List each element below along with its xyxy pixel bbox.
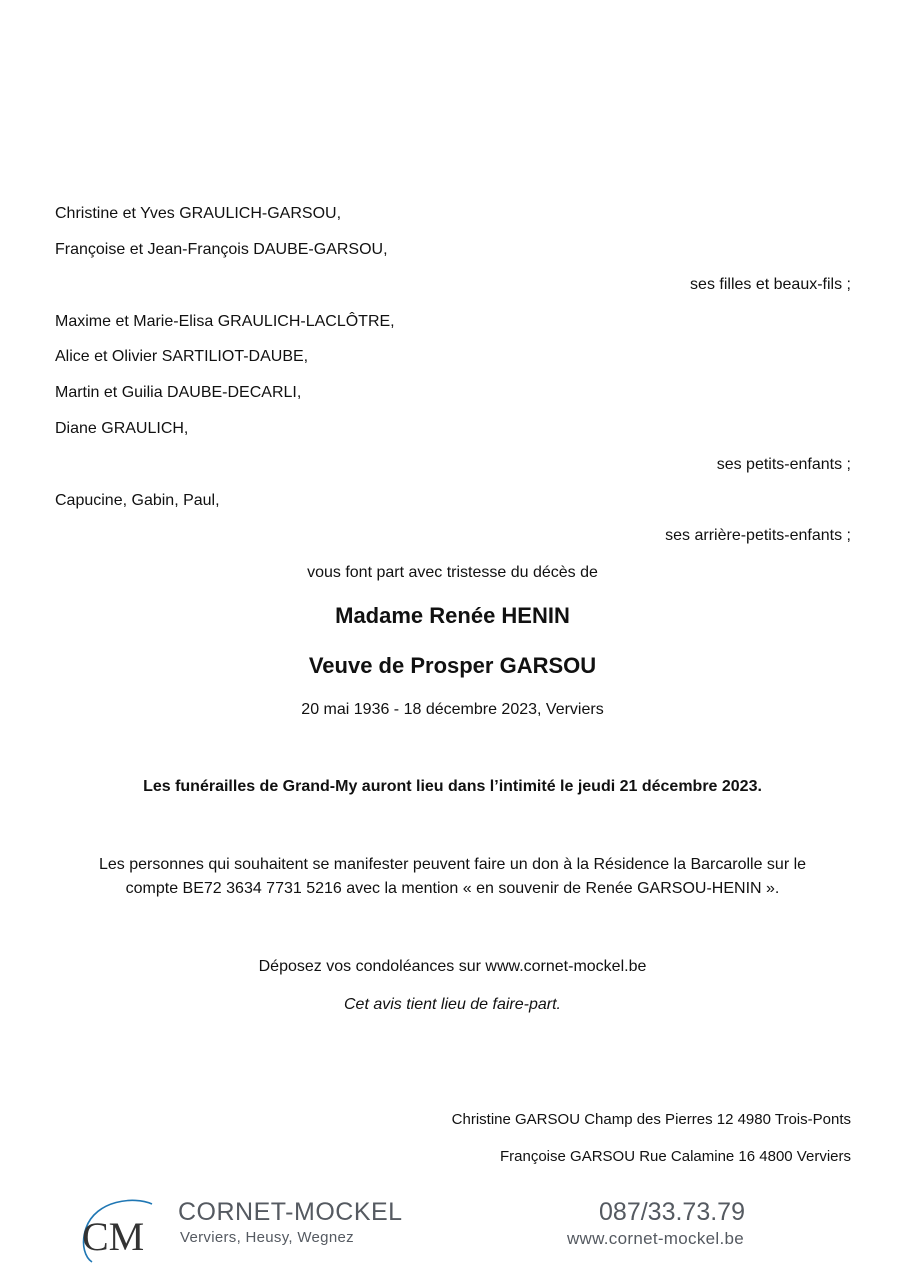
family-line-7: Capucine, Gabin, Paul,: [55, 492, 220, 509]
company-website: www.cornet-mockel.be: [566, 1229, 744, 1248]
company-name: CORNET-MOCKEL: [178, 1198, 403, 1226]
notice-text: Cet avis tient lieu de faire-part.: [344, 996, 561, 1013]
family-role-3: ses arrière-petits-enfants ;: [665, 527, 851, 544]
address-line-1: Christine GARSOU Champ des Pierres 12 4980 Trois-Ponts: [451, 1111, 851, 1128]
condolences-text: Déposez vos condoléances sur www.cornet-mockel.be: [258, 958, 647, 975]
logo-monogram: CM: [82, 1214, 145, 1259]
company-locations: Verviers, Heusy, Wegnez: [180, 1229, 354, 1246]
family-role-2: ses petits-enfants ;: [716, 456, 851, 473]
family-line-3: Maxime et Marie-Elisa GRAULICH-LACLÔTRE,: [55, 313, 395, 330]
deceased-name: Madame Renée HENIN: [335, 603, 570, 628]
donation-line-1: Les personnes qui souhaitent se manifester peuvent faire un don à la Résidence la Barcarolle sur le: [98, 856, 807, 873]
family-line-4: Alice et Olivier SARTILIOT-DAUBE,: [55, 348, 309, 365]
donation-line-2: compte BE72 3634 7731 5216 avec la mention « en souvenir de Renée GARSOU-HENIN ».: [125, 880, 780, 897]
funeral-info: Les funérailles de Grand-My auront lieu dans l’intimité le jeudi 21 décembre 2023.: [143, 778, 762, 795]
family-line-6: Diane GRAULICH,: [55, 420, 189, 437]
deceased-spouse: Veuve de Prosper GARSOU: [308, 653, 597, 678]
address-line-2: Françoise GARSOU Rue Calamine 16 4800 Verviers: [500, 1148, 851, 1165]
announcement-intro: vous font part avec tristesse du décès de: [307, 564, 598, 581]
company-phone: 087/33.73.79: [599, 1198, 745, 1226]
family-line-2: Françoise et Jean-François DAUBE-GARSOU,: [55, 241, 388, 258]
family-line-1: Christine et Yves GRAULICH-GARSOU,: [55, 205, 342, 222]
family-line-5: Martin et Guilia DAUBE-DECARLI,: [55, 384, 302, 401]
company-logo: [78, 1198, 158, 1264]
family-role-1: ses filles et beaux-fils ;: [690, 276, 851, 293]
life-dates: 20 mai 1936 - 18 décembre 2023, Verviers: [301, 701, 604, 718]
